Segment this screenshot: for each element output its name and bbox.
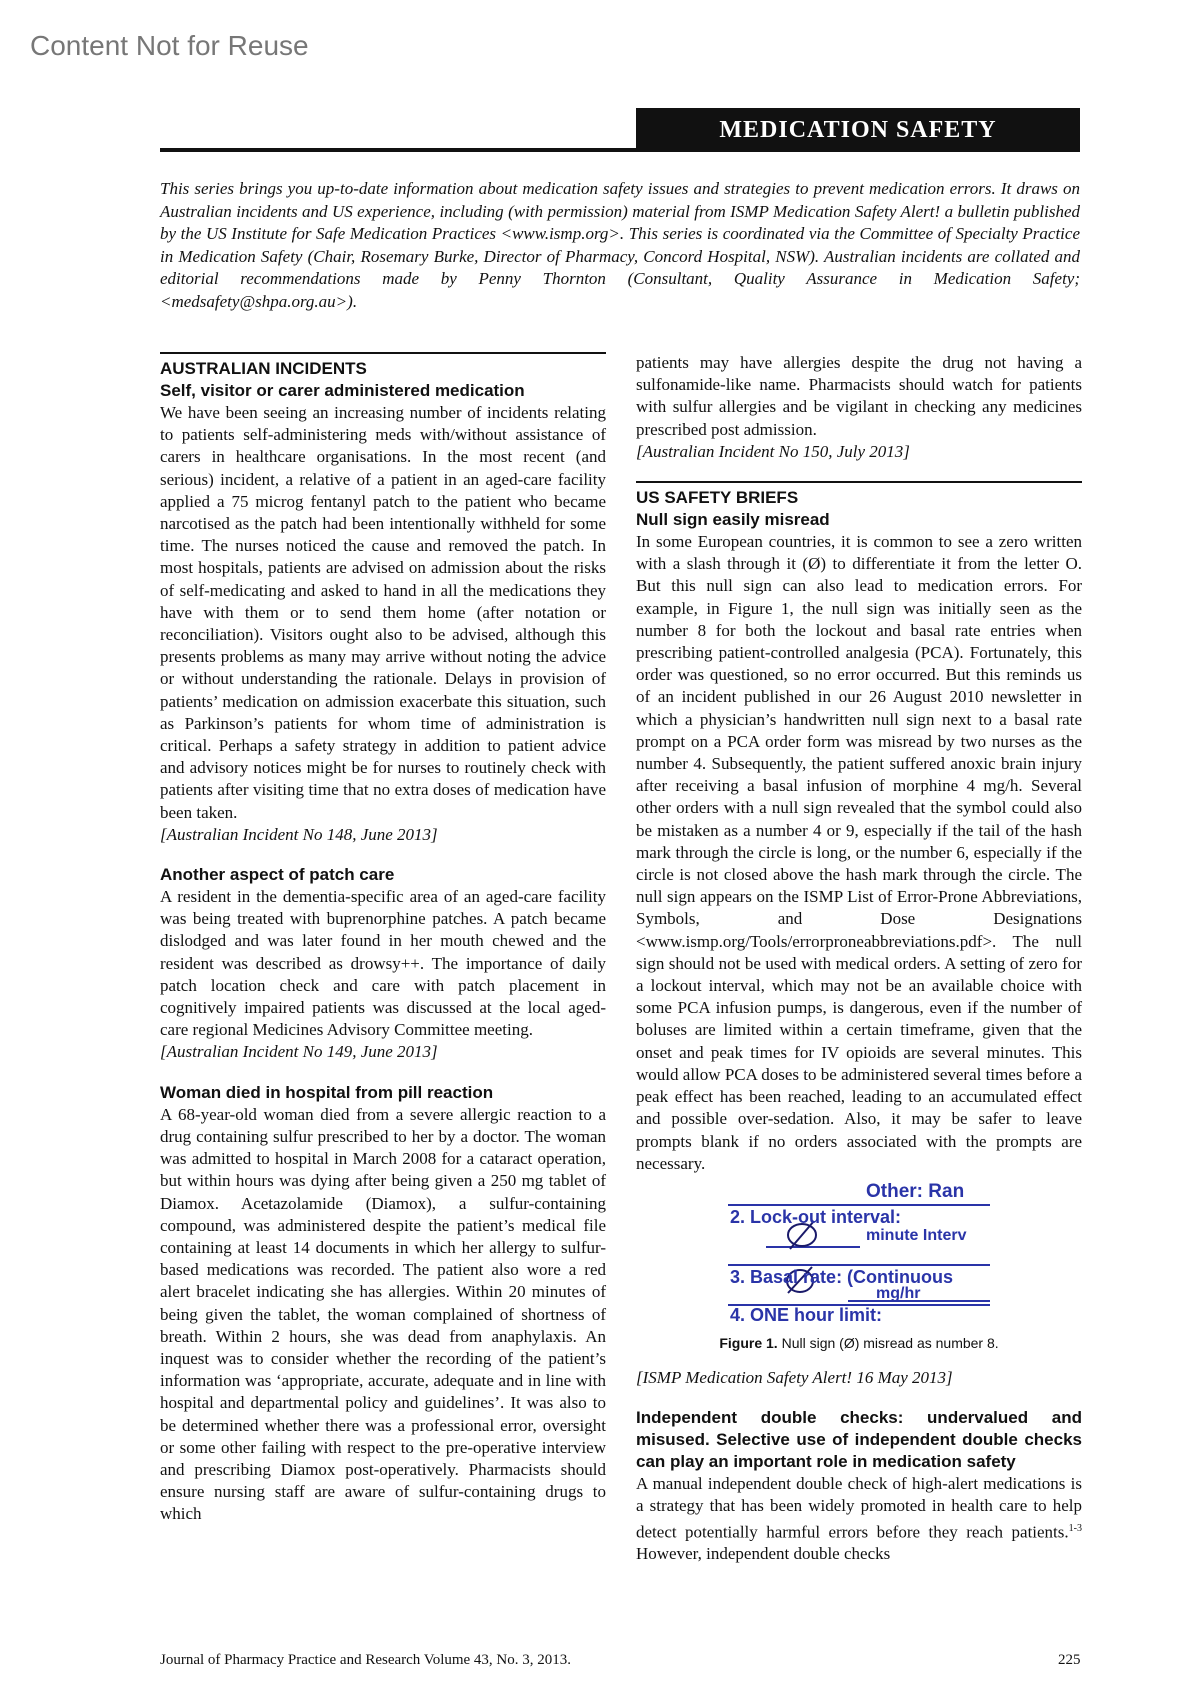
figure-text-minute: minute Interv — [866, 1226, 967, 1244]
citation-incident-148: [Australian Incident No 148, June 2013] — [160, 824, 438, 844]
figure-1-pca-order — [728, 1181, 998, 1331]
section-heading-australian-incidents: AUSTRALIAN INCIDENTS — [160, 359, 367, 378]
section-heading-us-safety-briefs: US SAFETY BRIEFS — [636, 488, 799, 508]
article-title-self-administered: Self, visitor or carer administered medication — [160, 381, 525, 400]
citation-incident-149: [Australian Incident No 149, June 2013] — [160, 1042, 438, 1062]
figure-text-lockout: 2. Lock-out interval: — [730, 1206, 902, 1227]
figure-text-basal: 3. Basal rate: (Continuous — [730, 1266, 954, 1287]
article-title-patch-care: Another aspect of patch care — [160, 865, 395, 885]
section-banner: MEDICATION SAFETY — [636, 108, 1080, 152]
section-rule — [160, 352, 606, 354]
citation-incident-150: [Australian Incident No 150, July 2013] — [636, 441, 910, 461]
footer-journal: Journal of Pharmacy Practice and Research Volume 43, No. 3, 2013. — [160, 1652, 572, 1668]
figure-caption — [636, 1335, 1082, 1351]
article-title-pill-reaction: Woman died in hospital from pill reaction — [160, 1082, 494, 1102]
section-rule — [636, 481, 1082, 483]
article-body-pill-reaction: A 68-year-old woman died from a severe allergic reaction to a drug containing sulfur prescribed to her by a doctor. The woman was admitted to hospital in March 2008 for a cataract operation, but within hours was dying after being given a 250 mg tablet of Diamox. Acetazolamide (Diamox), a sulfur-containing compound, was administered despite the patient’s medical file containing at least 14 documents in which her allergy to sulfur-based medications was recorded. The patient also wore a red alert bracelet indicating she has allergies. Within 20 minutes of being given the tablet, the woman complained of shortness of breath. Within 2 hours, she was dead from anaphylaxis. An inquest was to consider whether the recording of the patient’s information was ‘appropriate, accurate, adequate and in line with hospital and departmental policy and guidelines’. It was also to be determined whether there was a professional error, oversight or some other failing with respect to the pre-operative interview and prescribing Diamox post-operatively. Pharmacists should ensure nursing staff are aware of sulfur-containing drugs to which — [160, 1104, 606, 1524]
article-body-double-checks-b: However, independent double checks — [636, 1544, 891, 1564]
article-body-double-checks-a: A manual independent double check of high-alert medications is a strategy that has been widely promoted in health care to help detect potentially harmful errors before they reach patients. — [636, 1474, 1082, 1542]
article-body-null-sign: In some European countries, it is common to see a zero written with a slash through it (Ø) to differentiate it from the letter O. But this null sign can also lead to medication errors. For example, in Figure 1, the null sign was initially seen as the number 8 for both the lockout and basal rate entries when prescribing patient-controlled analgesia (PCA). Fortunately, this order was questioned, so no error occurred. But this reminds us of an incident published in our 26 August 2010 newsletter in which a physician’s handwritten null sign next to a basal rate prompt on a PCA order form was misread by two nurses as the number 4. Subsequently, the patient suffered anoxic brain injury after receiving a basal infusion of morphine 4 mg/h. Several other orders with a null sign revealed that the symbol could also be mistaken as a number 4 or 9, especially if the tail of the hash mark through the circle is long, or the number 6, especially if the circle is not closed above the hash mark through the circle. The null sign appears on the ISMP List of Error-Prone Abbreviations, Symbols, and Dose Designations <www.ismp.org/Tools/errorproneabbreviations.pdf>. The null sign should not be used with medical orders. A setting of zero for a lockout interval, which may not be an available choice with some PCA infusion pumps, is dangerous, even if the number of boluses are limited within a certain timeframe, given that the onset and peak times for IV opioids are several minutes. This would allow PCA doses to be administered several times before a peak effect has been reached, leading to an accumulated effect and possible over-sedation. Also, it may be safer to leave prompts blank if no orders associated with the prompts are necessary. — [636, 532, 1082, 1173]
figure-text-one-hour: 4. ONE hour limit: — [730, 1304, 883, 1325]
article-title-double-checks: Independent double checks: undervalued and misused. Selective use of independent double checks can play an important role in medication safety — [636, 1408, 1082, 1472]
watermark: Content Not for Reuse — [30, 30, 309, 61]
series-intro: This series brings you up-to-date information about medication safety issues and strategies to prevent medication errors. It draws on Australian incidents and US experience, including (with permission) material from ISMP Medication Safety Alert! a bulletin published by the US Institute for Safe Medication Practices <www.ismp.org>. This series is coordinated via the Committee of Specialty Practice in Medication Safety (Chair, Rosemary Burke, Director of Pharmacy, Concord Hospital, NSW). Australian incidents are collated and editorial recommendations made by Penny Thornton (Consultant, Quality Assurance in Medication Safety; <medsafety@shpa.org.au>). — [160, 179, 1080, 311]
article-body-double-checks — [636, 1473, 1082, 1565]
article-body-pill-reaction-cont: patients may have allergies despite the drug not having a sulfonamide-like name. Pharmacists should watch for patients with sulfur allergies and be vigilant in checking any medicines prescribed post admission. — [636, 353, 1082, 439]
figure-caption-label: Figure 1. — [719, 1334, 778, 1351]
figure-text-other: Other: Ran — [866, 1180, 965, 1202]
citation-ismp: [ISMP Medication Safety Alert! 16 May 2013] — [636, 1367, 953, 1387]
right-column — [636, 352, 1082, 1566]
figure-text-mghr: mg/hr — [876, 1284, 921, 1302]
article-body-patch-care: A resident in the dementia-specific area of an aged-care facility was being treated with buprenorphine patches. A patch became dislodged and was later found in her mouth chewed and the resident was described as drowsy++. The importance of daily patch location check and care with patch placement in cognitively impaired patients was discussed at the local aged-care regional Medicines Advisory Committee meeting. — [160, 887, 606, 1040]
figure-caption-text: Null sign (Ø) misread as number 8. — [777, 1334, 999, 1351]
article-body-self-administered: We have been seeing an increasing number of incidents relating to patients self-administering meds with/without assistance of carers in healthcare organisations. In the most recent (and serious) incident, a relative of a patient in an aged-care facility applied a 75 microg fentanyl patch to the patient who became narcotised as the patch had been intentionally withheld for some time. The nurses noticed the cause and removed the patch. In most hospitals, patients are advised on admission about the risks of self-medicating and asked to hand in all the medications they have with them or to send them home (after notation or reconciliation). Visitors ought also to be advised, although this presents problems as many may arrive without noting the advice or without understanding the rationale. Delays in provision of patients’ medication on admission exacerbate this situation, such as Parkinson’s patients for whom time of administration is critical. Perhaps a safety strategy in addition to patient advice and advisory notices might be for nurses to routinely check with patients after visiting time that no extra doses of medication have been taken. — [160, 403, 606, 822]
reference-superscript: 1-3 — [1068, 1522, 1082, 1534]
article-title-null-sign: Null sign easily misread — [636, 510, 830, 530]
footer-page-number: 225 — [1058, 1652, 1081, 1668]
left-column — [160, 352, 606, 1526]
